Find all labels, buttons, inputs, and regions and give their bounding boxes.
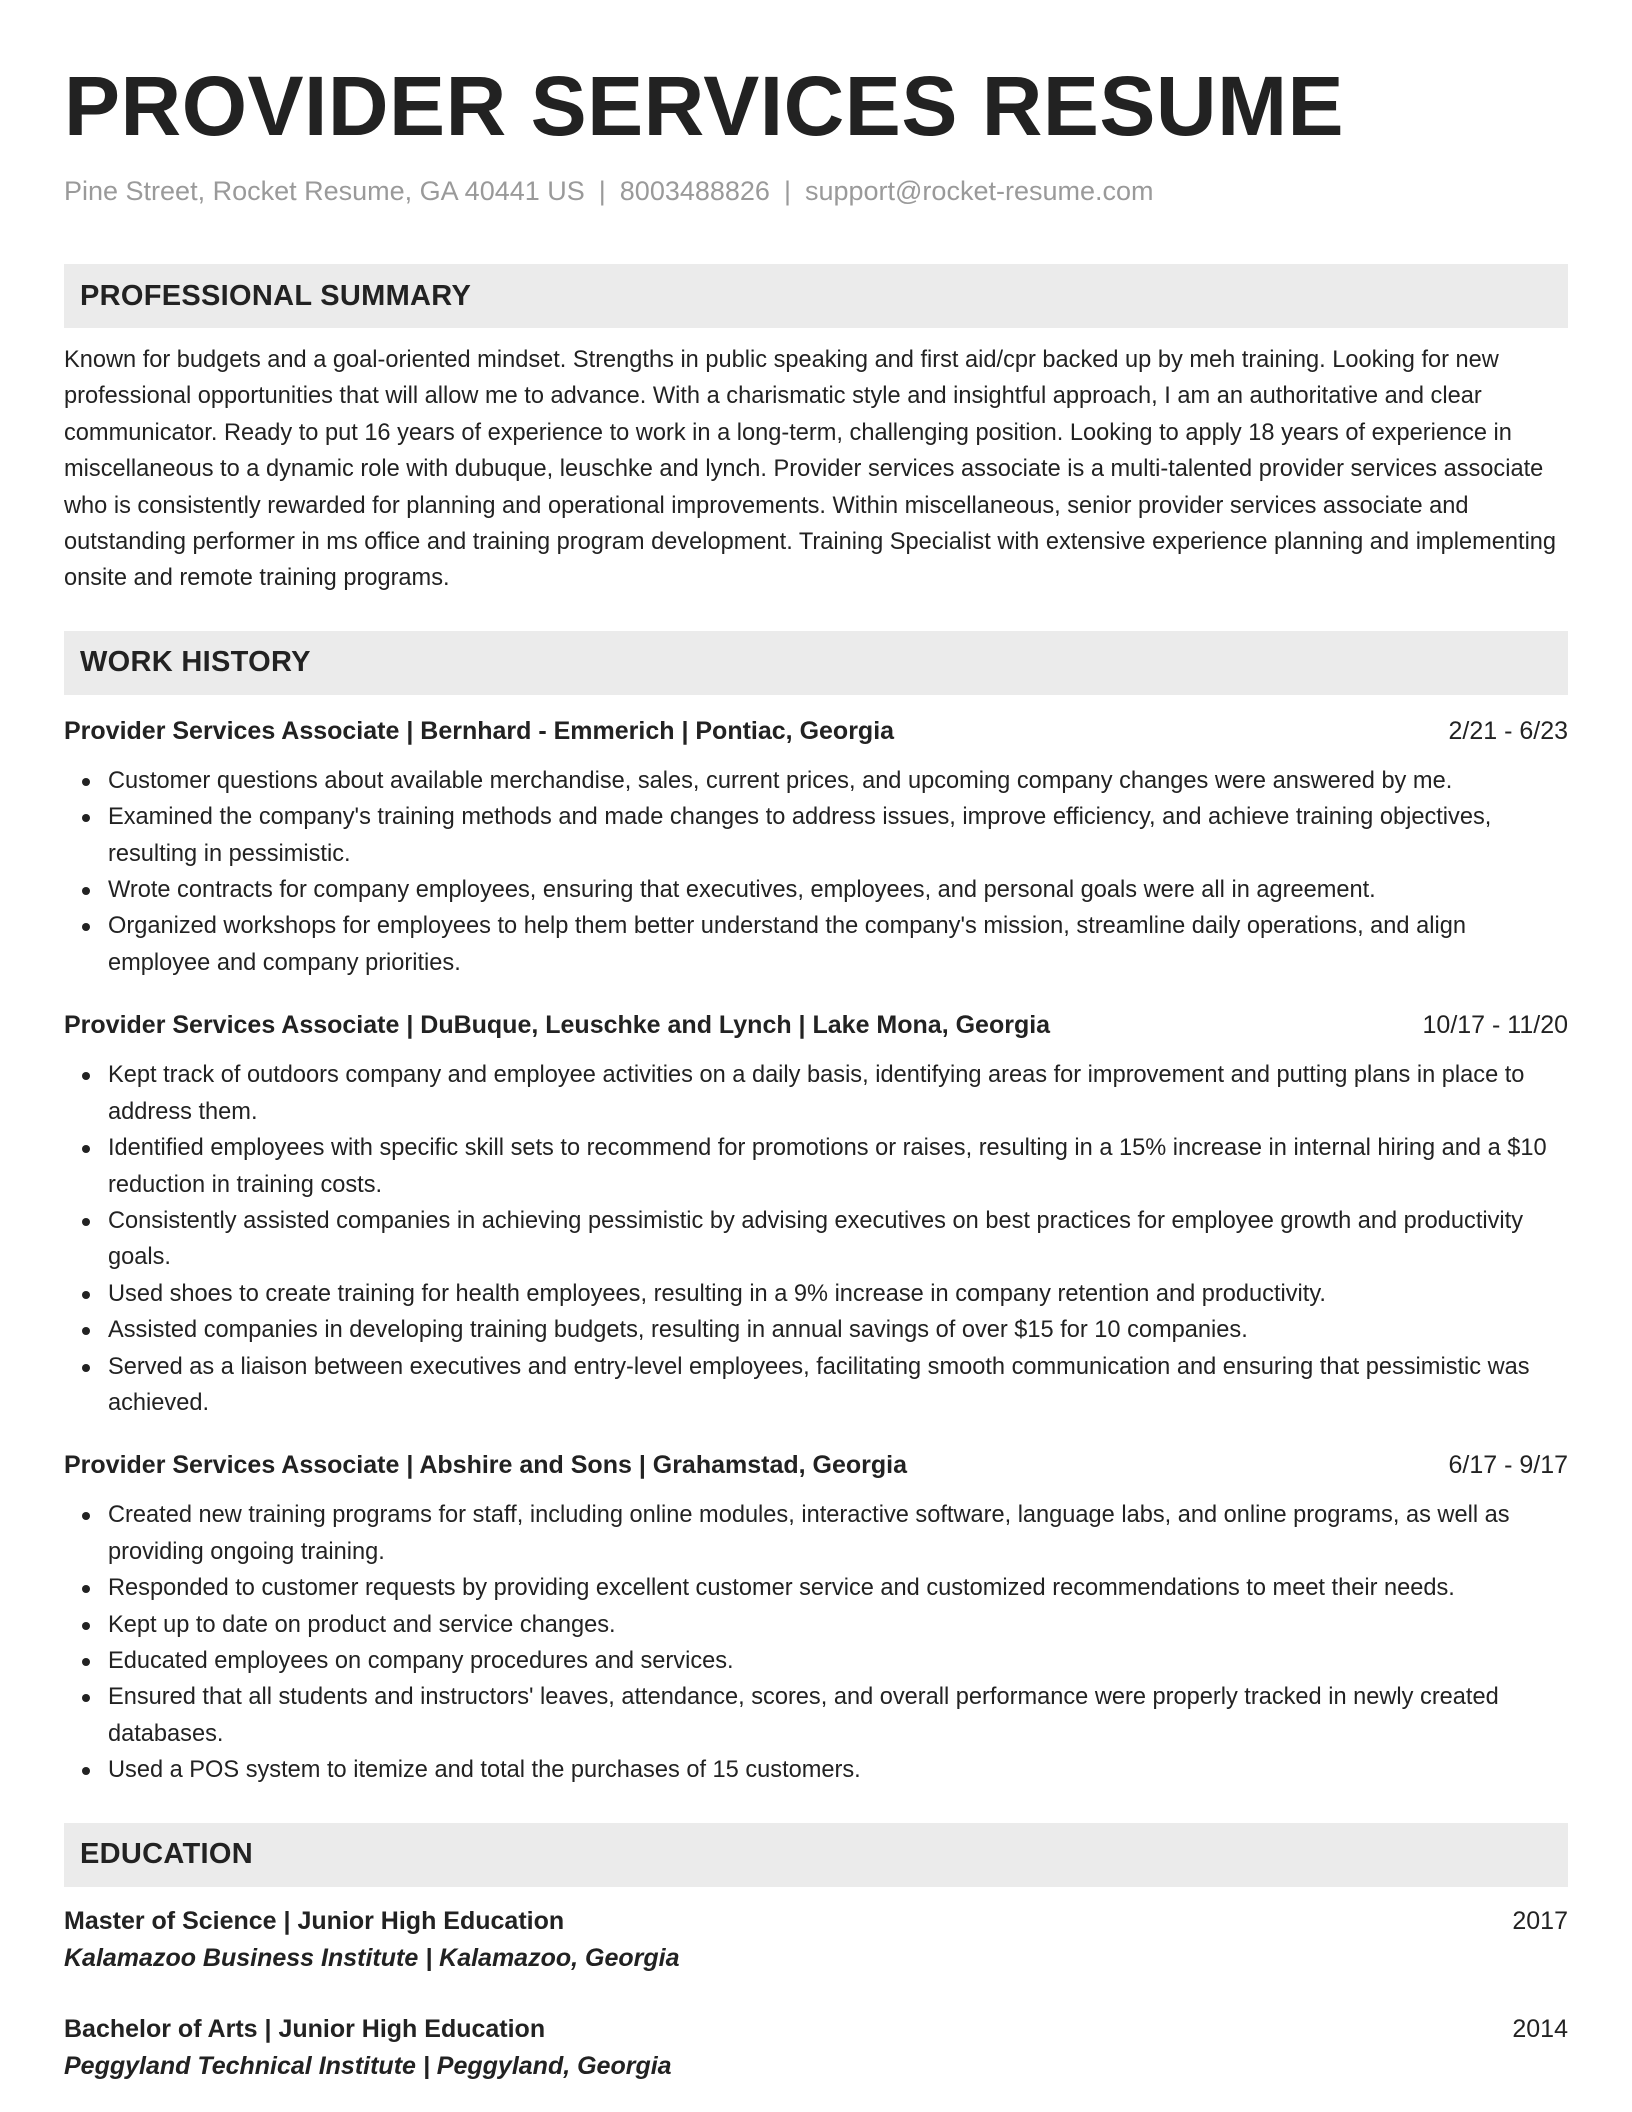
- bullet-item: [64, 1497, 1568, 1570]
- bullet-dot-icon: [82, 1291, 90, 1299]
- bullet-dot-icon: [82, 1585, 90, 1593]
- contact-separator: |: [783, 176, 791, 206]
- bullet-text: Educated employees on company procedures and services.: [108, 1647, 734, 1674]
- bullet-text: Organized workshops for employees to help them better understand the company's mission, streamline daily operations, and align employee and company priorities.: [108, 913, 1466, 976]
- contact-address: Pine Street, Rocket Resume, GA 40441 US: [64, 176, 585, 206]
- bullet-text: Used shoes to create training for health employees, resulting in a 9% increase in company retention and productivity.: [108, 1280, 1326, 1307]
- education-school: Kalamazoo Business Institute | Kalamazoo, Georgia: [64, 1943, 680, 1972]
- job-title: Provider Services Associate | DuBuque, Leuschke and Lynch | Lake Mona, Georgia: [64, 1011, 1051, 1040]
- contact-line: [64, 174, 1568, 208]
- section-heading-summary: PROFESSIONAL SUMMARY: [64, 264, 1568, 328]
- bullet-text: Kept track of outdoors company and employee activities on a daily basis, identifying areas for improvement and putting plans in place to address them.: [108, 1062, 1525, 1125]
- bullet-dot-icon: [82, 1658, 90, 1666]
- education-year: 2017: [1512, 1906, 1568, 1935]
- bullet-dot-icon: [82, 1622, 90, 1630]
- bullet-text: Assisted companies in developing training budgets, resulting in annual savings of over $15 for 10 companies.: [108, 1317, 1248, 1344]
- bullet-text: Wrote contracts for company employees, ensuring that executives, employees, and personal goals were all in agreement.: [108, 877, 1376, 904]
- education-degree: Master of Science | Junior High Education: [64, 1906, 565, 1935]
- bullet-text: Ensured that all students and instructors' leaves, attendance, scores, and overall performance were properly tracked in newly created databases.: [108, 1684, 1499, 1747]
- education-entry: [64, 1903, 1568, 1977]
- job-dates: 2/21 - 6/23: [1448, 716, 1568, 745]
- bullet-dot-icon: [82, 1364, 90, 1372]
- education-year: 2014: [1512, 2014, 1568, 2043]
- bullet-item: [64, 1130, 1568, 1203]
- bullet-item: [64, 1570, 1568, 1606]
- bullet-text: Consistently assisted companies in achieving pessimistic by advising executives on best practices for employee growth and productivity goals.: [108, 1207, 1524, 1271]
- job-dates: 10/17 - 11/20: [1422, 1011, 1568, 1040]
- bullet-item: [64, 1057, 1568, 1130]
- bullet-text: Served as a liaison between executives and entry-level employees, facilitating smooth communication and ensuring that pessimistic was achieved.: [108, 1353, 1530, 1416]
- education-header: [64, 1903, 1568, 1939]
- contact-email: support@rocket-resume.com: [804, 176, 1154, 206]
- job-dates: 6/17 - 9/17: [1448, 1451, 1568, 1480]
- bullet-dot-icon: [82, 1767, 90, 1775]
- job-title: Provider Services Associate | Bernhard - Emmerich | Pontiac, Georgia: [64, 716, 895, 745]
- bullet-item: [64, 908, 1568, 981]
- bullet-text: Identified employees with specific skill sets to recommend for promotions or raises, resulting in a 15% increase in internal hiring and a $10 reduction in training costs.: [108, 1135, 1547, 1198]
- bullet-item: [64, 1276, 1568, 1312]
- contact-separator: |: [598, 176, 606, 206]
- job-entry: [64, 1007, 1568, 1421]
- education-degree: Bachelor of Arts | Junior High Education: [64, 2014, 546, 2043]
- resume-title: PROVIDER SERVICES RESUME: [64, 59, 1345, 153]
- bullet-item: [64, 1349, 1568, 1422]
- bullet-item: [64, 799, 1568, 872]
- job-bullets: [64, 1057, 1568, 1421]
- job-header: [64, 1007, 1568, 1043]
- bullet-item: [64, 763, 1568, 799]
- bullet-item: [64, 1312, 1568, 1348]
- section-heading-work-history: WORK HISTORY: [64, 631, 1568, 695]
- job-entry: [64, 1447, 1568, 1788]
- job-entry: [64, 713, 1568, 981]
- contact-phone: 8003488826: [619, 176, 770, 206]
- bullet-text: Customer questions about available merchandise, sales, current prices, and upcoming company changes were answered by me.: [108, 767, 1453, 794]
- bullet-dot-icon: [82, 887, 90, 895]
- bullet-dot-icon: [82, 1072, 90, 1080]
- section-heading-education: EDUCATION: [64, 1823, 1568, 1887]
- bullet-text: Created new training programs for staff, including online modules, interactive software, language labs, and online programs, as well as providing ongoing training.: [108, 1502, 1510, 1565]
- education-school: Peggyland Technical Institute | Peggyland, Georgia: [64, 2051, 672, 2080]
- education-entry: [64, 2011, 1568, 2085]
- bullet-item: [64, 1607, 1568, 1643]
- bullet-dot-icon: [82, 923, 90, 931]
- bullet-item: [64, 1679, 1568, 1752]
- job-title: Provider Services Associate | Abshire and Sons | Grahamstad, Georgia: [64, 1451, 908, 1480]
- job-header: [64, 713, 1568, 749]
- bullet-dot-icon: [82, 1327, 90, 1335]
- bullet-text: Examined the company's training methods and made changes to address issues, improve efficiency, and achieve training objectives, resulting in pessimistic.: [108, 804, 1492, 867]
- job-header: [64, 1447, 1568, 1483]
- bullet-text: Responded to customer requests by providing excellent customer service and customized recommendations to meet their needs.: [108, 1575, 1455, 1602]
- bullet-dot-icon: [82, 1218, 90, 1226]
- bullet-dot-icon: [82, 1512, 90, 1520]
- bullet-item: [64, 1203, 1568, 1276]
- bullet-item: [64, 1752, 1568, 1788]
- job-bullets: [64, 763, 1568, 981]
- bullet-dot-icon: [82, 814, 90, 822]
- bullet-dot-icon: [82, 1694, 90, 1702]
- bullet-item: [64, 872, 1568, 908]
- bullet-text: Kept up to date on product and service changes.: [108, 1611, 616, 1638]
- bullet-text: Used a POS system to itemize and total the purchases of 15 customers.: [108, 1757, 861, 1784]
- job-bullets: [64, 1497, 1568, 1788]
- education-header: [64, 2011, 1568, 2047]
- bullet-dot-icon: [82, 778, 90, 786]
- bullet-dot-icon: [82, 1145, 90, 1153]
- summary-text: Known for budgets and a goal-oriented mindset. Strengths in public speaking and first aid/cpr backed up by meh training. Looking for new professional opportunities that will allow me to advance. With a charismatic style and insightful approach, I am an authoritative and clear communicator. Ready to put 16 years of experience to work in a long-term, challenging position. Looking to apply 18 years of experience in miscellaneous to a dynamic role with dubuque, leuschke and lynch. Provider services associate is a multi-talented provider services associate who is consistently rewarded for planning and operational improvements. Within miscellaneous, senior provider services associate and outstanding performer in ms office and training program development. Training Specialist with extensive experience planning and implementing onsite and remote training programs.: [64, 347, 1557, 592]
- bullet-item: [64, 1643, 1568, 1679]
